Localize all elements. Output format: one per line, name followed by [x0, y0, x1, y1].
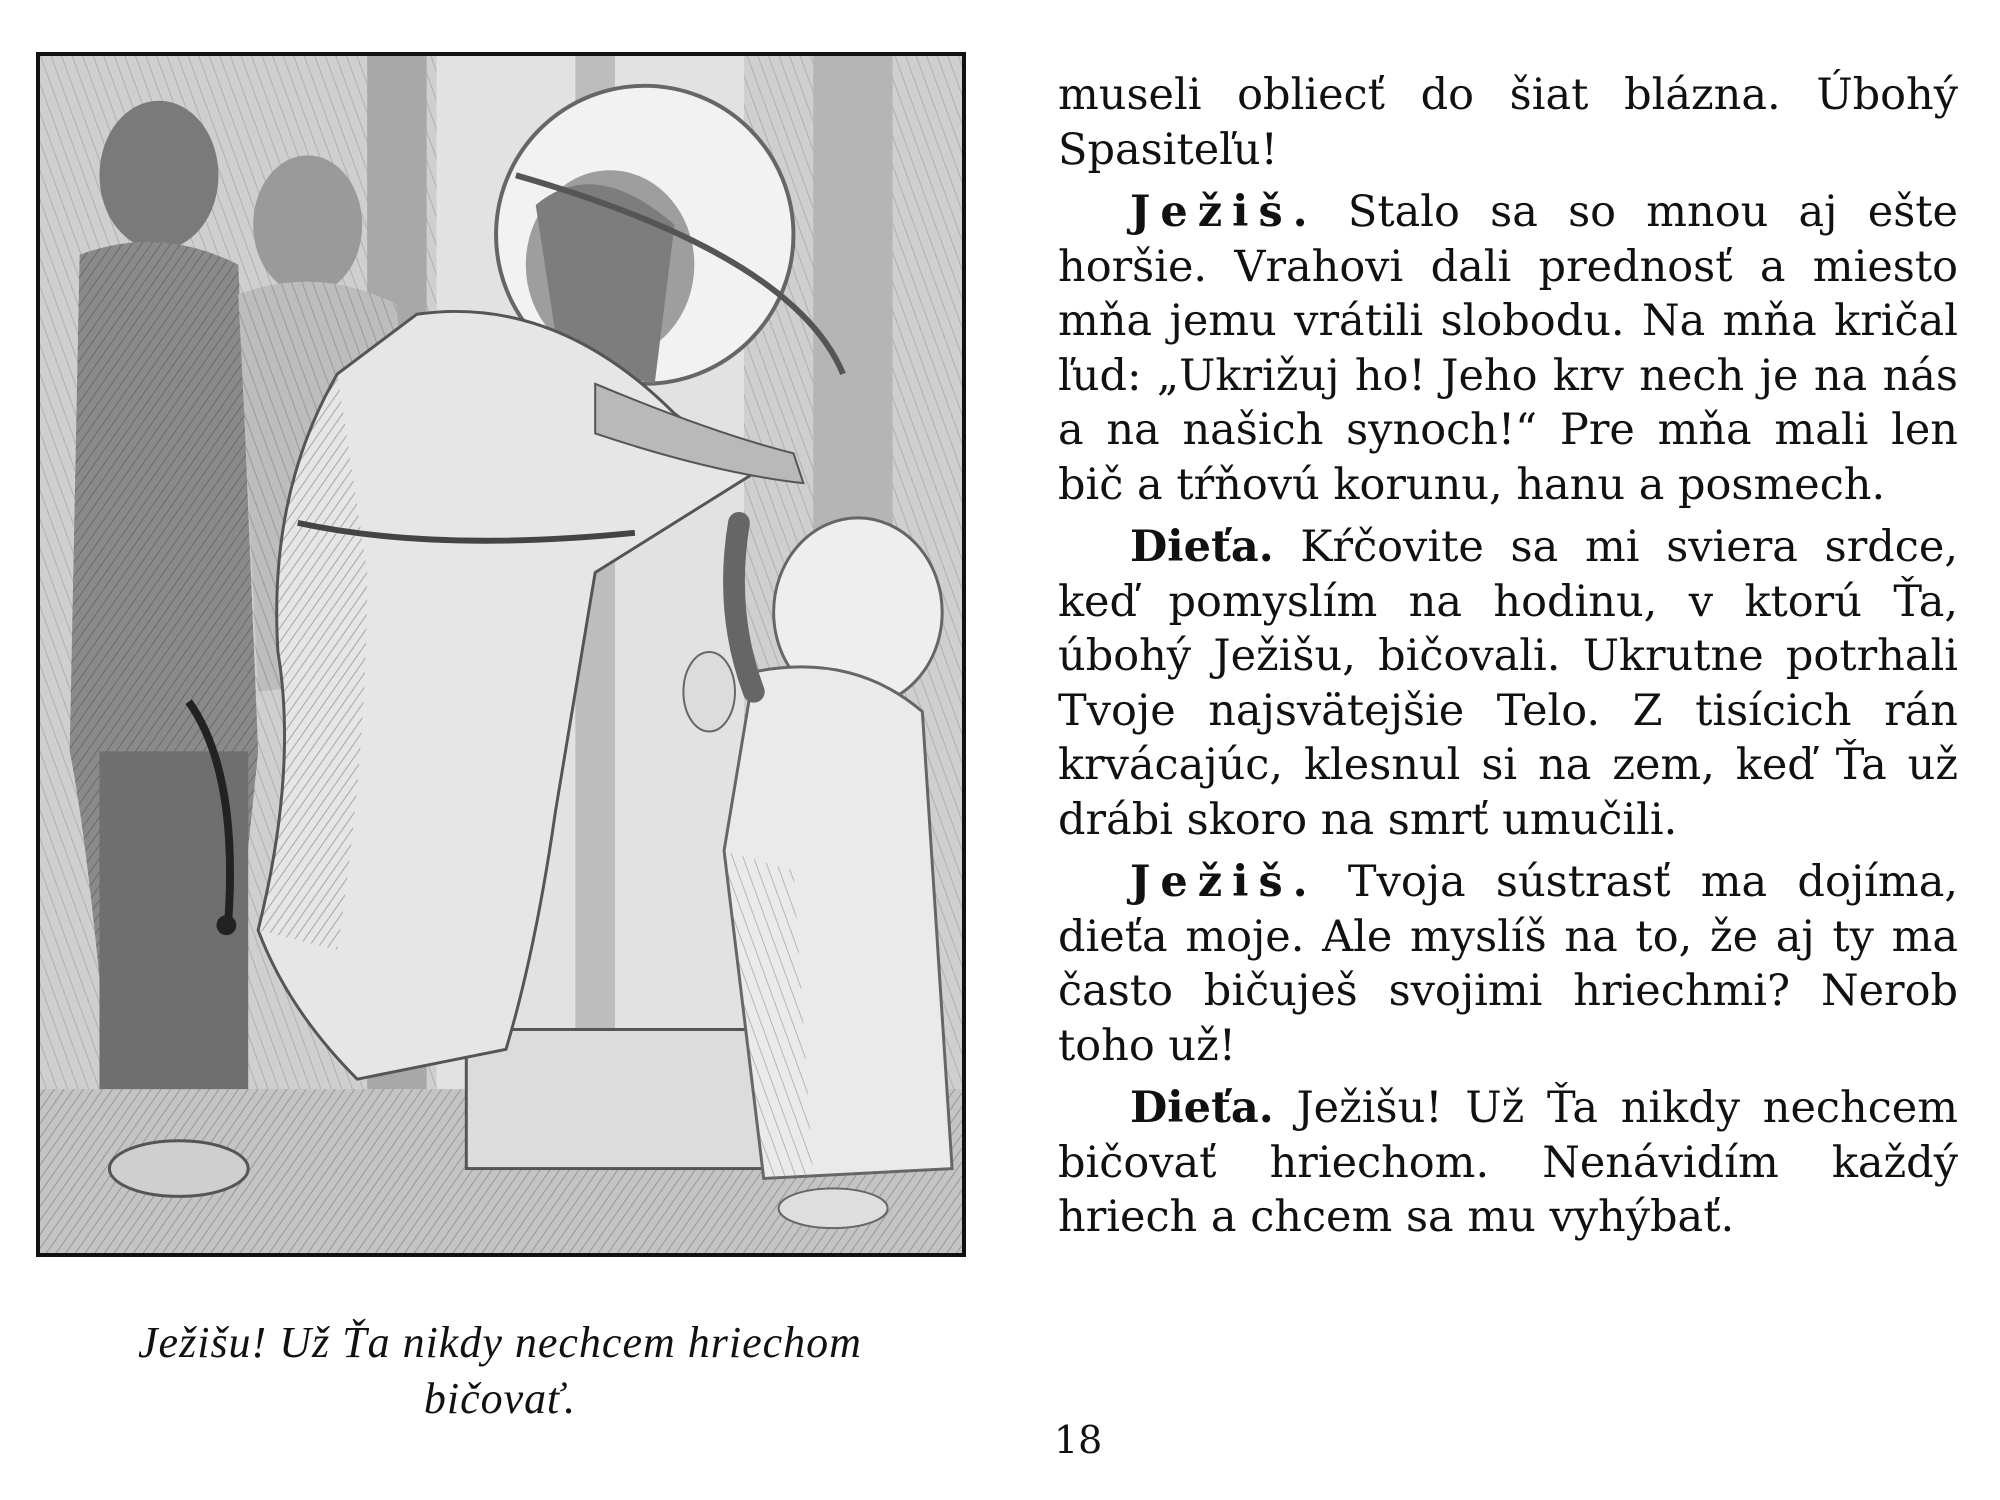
speaker-jezis: Ježiš. [1130, 187, 1318, 237]
paragraph-1: museli obliecť do šiat blázna. Úbohý Spasiteľu! [1058, 70, 1958, 175]
paragraph-5 [1058, 1081, 1958, 1245]
paragraph-2 [1058, 185, 1958, 512]
illustration-flagellation [36, 52, 966, 1257]
paragraph-5-text: Ježišu! Už Ťa nikdy nechcem bičovať hriechom. Nenávidím každý hriech a chcem sa mu vyhýbať. [1058, 1083, 1958, 1242]
illustration-caption [40, 1315, 960, 1427]
speaker-jezis: Ježiš. [1130, 857, 1318, 907]
engraving-drawing [40, 56, 962, 1253]
paragraph-4 [1058, 855, 1958, 1073]
paragraph-2-text: Stalo sa so mnou aj ešte horšie. Vrahovi dali prednosť a miesto mňa jemu vrátili slobodu. Na mňa kričal ľud: „Ukrižuj ho! Jeho krv nech je na nás a na našich synoch!“ Pre mňa mali len bič a tŕňovú korunu, hanu a posmech. [1058, 187, 1958, 510]
text-column [1058, 68, 1958, 1253]
speaker-dieta: Dieťa. [1130, 1083, 1274, 1133]
page-number: 18 [1054, 1418, 1103, 1462]
paragraph-4-text: Tvoja sústrasť ma dojíma, dieťa moje. Ale myslíš na to, že aj ty ma často bičuješ svojimi hriechmi? Nerob toho už! [1058, 857, 1958, 1071]
caption-line-2: bičovať. [423, 1374, 577, 1423]
speaker-dieta: Dieťa. [1130, 522, 1274, 572]
paragraph-3-text: Kŕčovite sa mi sviera srdce, keď pomyslím na hodinu, v ktorú Ťa, úbohý Ježišu, bičovali. Ukrutne potrhali Tvoje najsvätejšie Telo. Z tisícich rán krvácajúc, klesnul si na zem, keď Ťa už drábi skoro na smrť umučili. [1058, 522, 1958, 845]
paragraph-3 [1058, 520, 1958, 847]
caption-line-1: Ježišu! Už Ťa nikdy nechcem hriechom [138, 1318, 862, 1367]
